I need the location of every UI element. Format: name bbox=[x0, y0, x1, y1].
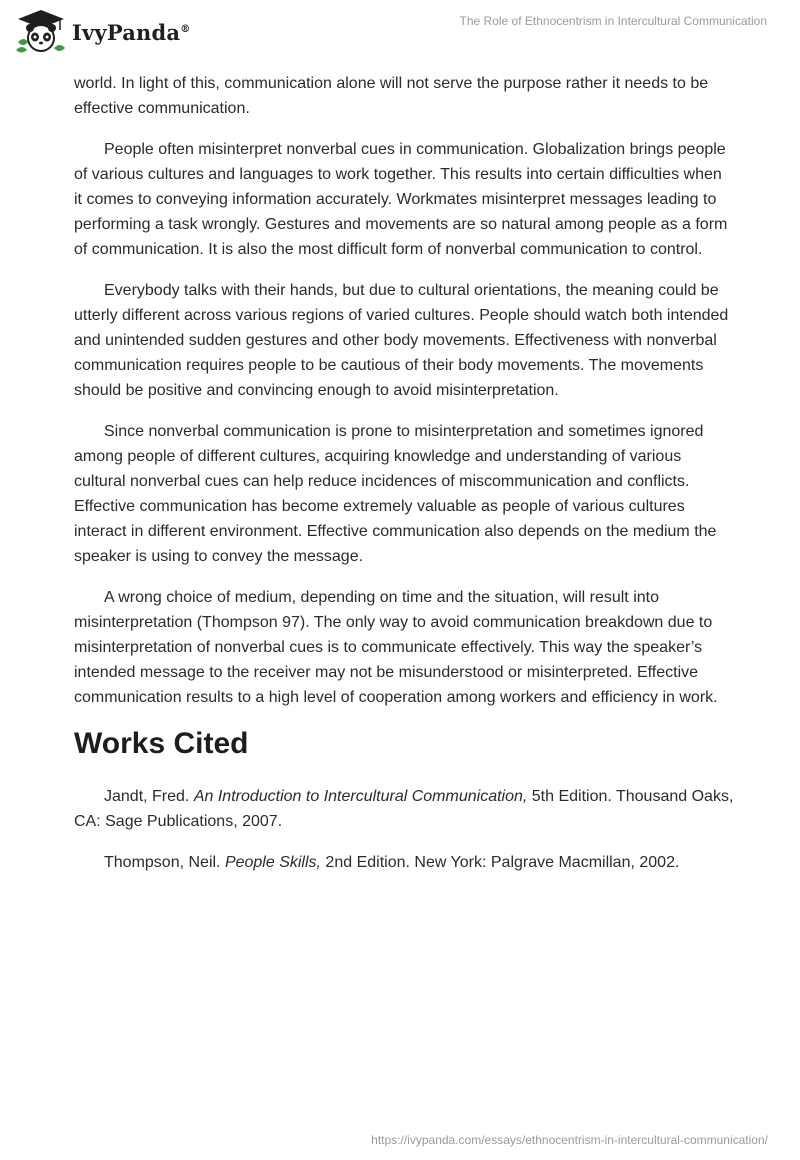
citation-details: 2nd Edition. New York: Palgrave Macmillan, 2002. bbox=[320, 854, 680, 871]
panda-graduate-icon bbox=[14, 8, 68, 54]
brand-name bbox=[72, 20, 190, 45]
citation-title: People Skills, bbox=[224, 854, 321, 871]
essay-content bbox=[74, 71, 734, 891]
paragraph-gestures: Everybody talks with their hands, but due to cultural orientations, the meaning could be utterly different across various regions of varied cultures. People should watch both intended and unintended sudden gestures and other body movements. Effectiveness with nonverbal communication requires people to be cautious of their body movements. The movements should be positive and convincing enough to avoid misinterpretation. bbox=[74, 282, 729, 399]
works-cited-heading: Works Cited bbox=[74, 727, 249, 760]
citation-entry bbox=[74, 784, 734, 834]
citation-details: 5th Edition. Thousand Oaks, CA: Sage Publications, 2007. bbox=[74, 788, 734, 830]
citation-entry bbox=[74, 850, 734, 875]
paragraph-nonverbal-cues: People often misinterpret nonverbal cues in communication. Globalization brings people of various cultures and languages to work together. This results into certain difficulties when it comes to conveying information accurately. Workmates misinterpret messages leading to performing a task wrongly. Gestures and movements are so natural among people as a form of communication. It is also the most difficult form of nonverbal communication to control. bbox=[74, 141, 728, 258]
citation-author: Jandt, Fred. bbox=[104, 788, 194, 805]
citation-author: Thompson, Neil. bbox=[104, 854, 225, 871]
citation-title: An Introduction to Intercultural Communication, bbox=[193, 788, 528, 805]
registered-mark: ® bbox=[180, 23, 191, 35]
brand-text: IvyPanda bbox=[72, 19, 181, 45]
paragraph-medium: A wrong choice of medium, depending on time and the situation, will result into misinterpretation (Thompson 97). The only way to avoid communication breakdown due to misinterpretation of nonverbal cues is to communicate effectively. This way the speaker’s intended message to the receiver may not be misunderstood or misinterpreted. Effective communication results to a high level of cooperation among workers and efficiency in work. bbox=[74, 589, 718, 706]
document-title: The Role of Ethnocentrism in Intercultural Communication bbox=[459, 14, 767, 28]
page-header bbox=[0, 0, 800, 70]
ivypanda-logo[interactable] bbox=[14, 8, 190, 54]
paragraph-misinterpretation: Since nonverbal communication is prone to misinterpretation and sometimes ignored among people of different cultures, acquiring knowledge and understanding of various cultural nonverbal cues can help reduce incidences of miscommunication and conflicts. Effective communication has become extremely valuable as people of various cultures interact in different environment. Effective communication also depends on the medium the speaker is using to convey the message. bbox=[74, 423, 717, 565]
paragraph-continuation: world. In light of this, communication alone will not serve the purpose rather it needs to be effective communication. bbox=[74, 75, 709, 117]
source-url[interactable]: https://ivypanda.com/essays/ethnocentrism-in-intercultural-communication/ bbox=[371, 1133, 768, 1147]
